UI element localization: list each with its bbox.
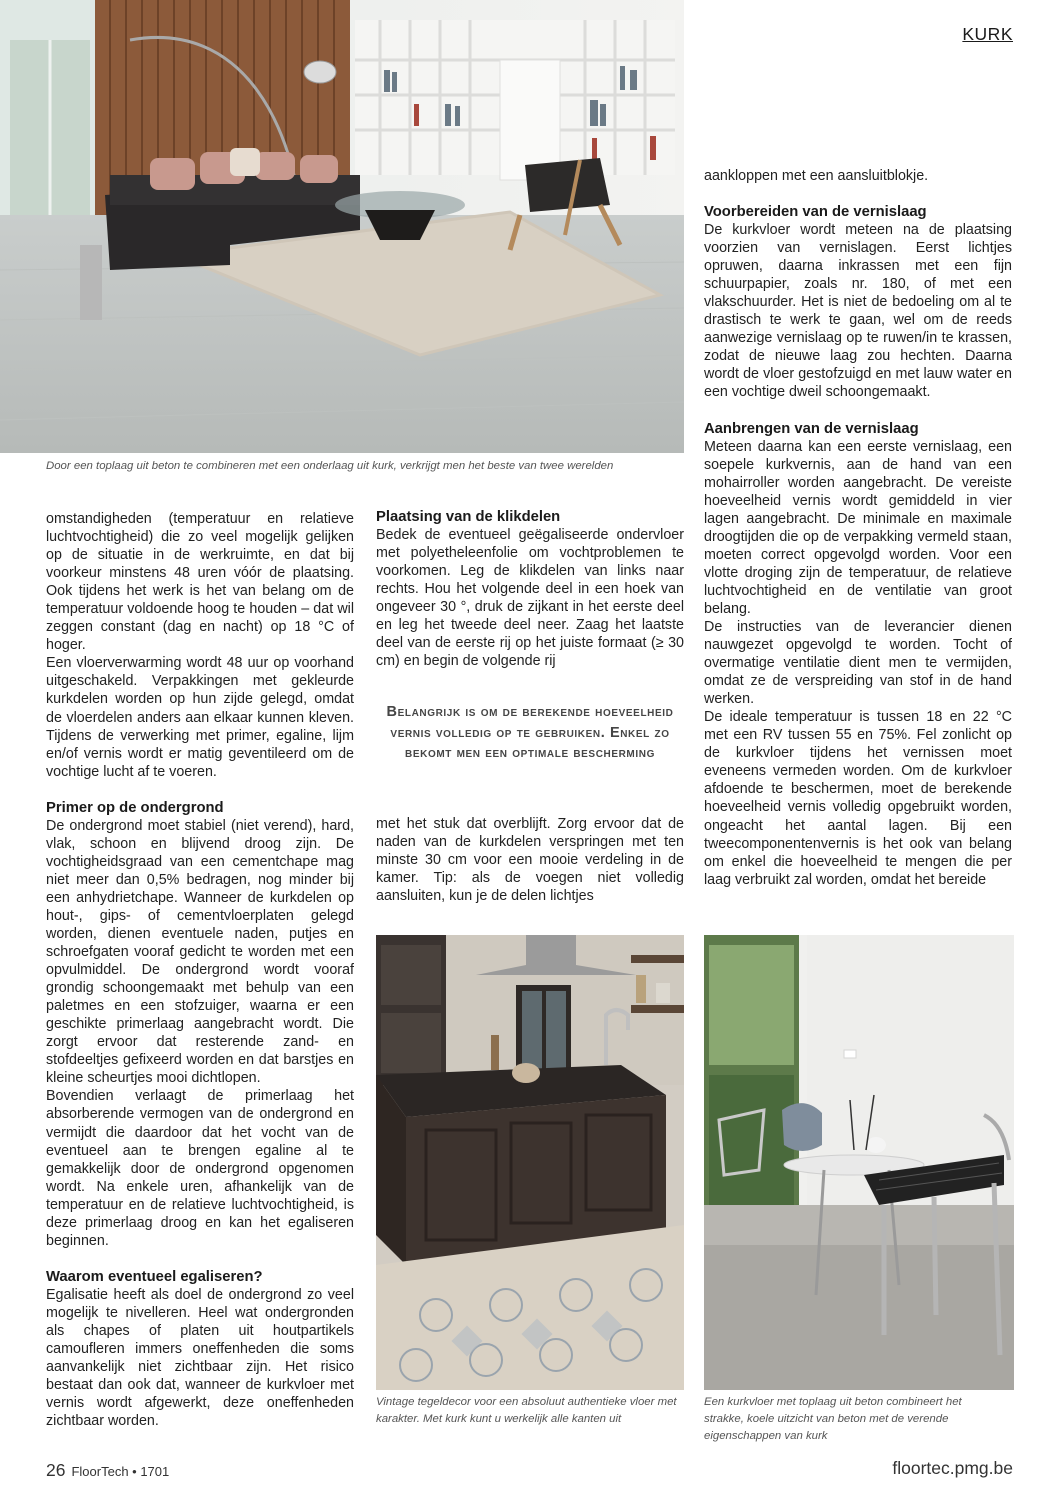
- kitchen-photo: [376, 935, 684, 1390]
- chair-photo: [704, 935, 1014, 1390]
- kitchen-photo-caption: Vintage tegeldecor voor een absoluut authentieke vloer met karakter. Met kurk kunt u werkelijk alle kanten uit: [376, 1396, 677, 1425]
- col3-paragraph-4: De ideale temperatuur is tussen 18 en 22 °C met een RV tussen 55 en 75%. Fel zonlicht op de kurkvloer tijdens het vernissen moet eveneens vermeden worden. Om de kurkvloer afdoende te beschermen, moet de berekende hoeveelheid vernis volledig opgebruikt worden, ongeacht het aantal lagen. Bij een tweecomponentenvernis is het ook van belang om enkel die hoeveelheid te mengen die per laag verbruikt zal worden, omdat het bereide: [704, 709, 1012, 888]
- column-2-bottom: [376, 815, 684, 905]
- col2-paragraph-2: met het stuk dat overblijft. Zorg ervoor dat de naden van de kurkdelen verspringen met ten minste 30 cm voor een mooie verdeling in de kamer. Tip: als de voegen niet volledig aansluiten, kun je de delen lichtjes: [376, 816, 684, 905]
- heading-primer: Primer op de ondergrond: [46, 799, 224, 816]
- col2-paragraph-1: Bedek de eventueel geëgaliseerde ondervloer met polyetheleenfolie om vochtproblemen te voorkomen. Leg de klikdelen van links naar rechts. Hou het volgende deel in een hoek van ongeveer 30 °, druk de zijkant in het eerste deel en leg het tweede deel neer. Zaag het laatste deel van de eerste rij op het juiste formaat (≥ 30 cm) en begin de volgende rij: [376, 527, 684, 670]
- living-room-photo: [0, 0, 684, 453]
- column-3: [704, 167, 1012, 889]
- chair-photo-caption: Een kurkvloer met toplaag uit beton combineert het strakke, koele uitzicht van beton met de verende eigenschappen van kurk: [704, 1396, 962, 1442]
- col3-paragraph-0: aankloppen met een aansluitblokje.: [704, 168, 929, 184]
- column-2-top: [376, 508, 684, 670]
- col1-paragraph-5: Egalisatie heeft als doel de ondergrond zo veel mogelijk te nivelleren. Heel wat ondergronden als chapes of platen uit houtpartikels camoufleren immers oneffenheden die soms aanvankelijk niet zichtbaar zijn. Het risico bestaat dan ook dat, wanneer de kurkvloer met vernis wordt afgewerkt, deze oneffenheden zichtbaar worden.: [46, 1286, 354, 1430]
- col3-paragraph-3: De instructies van de leverancier dienen nauwgezet opgevolgd te worden. Tocht of overmatige ventilatie dient men te vermijden, omdat ze de verspreiding van stof in de hand werken.: [704, 618, 1012, 708]
- footer-url: floortec.pmg.be: [892, 1458, 1013, 1478]
- col1-paragraph-2: Een vloerverwarming wordt 48 uur op voorhand uitgeschakeld. Verpakkingen met gekleurde kurkdelen worden op hun zijde gelegd, omdat de vloerdelen anders aan elkaar kunnen kleven. Tijdens de verwerking met primer, egaline, lijm en/of vernis wordt er matig geventileerd om de vochtige lucht af te voeren.: [46, 655, 354, 780]
- heading-aanbrengen: Aanbrengen van de vernislaag: [704, 420, 919, 437]
- col1-paragraph-4: Bovendien verlaagt de primerlaag het absorberende vermogen van de ondergrond en vermijdt die daardoor dat het vocht van de eventueel aan te brengen egaline al te gemakkelijk door de ondergrond opgenomen wordt. Na enkele uren, afhankelijk van de temperatuur en de relatieve luchtvochtigheid, is deze primerlaag droog en kan het egaliseren beginnen.: [46, 1088, 354, 1249]
- page-number: 26: [46, 1460, 66, 1480]
- magazine-issue: FloorTech • 1701: [71, 1464, 170, 1479]
- heading-voorbereiden: Voorbereiden van de vernislaag: [704, 204, 927, 221]
- heading-egaliseren: Waarom eventueel egaliseren?: [46, 1268, 263, 1285]
- column-1: [46, 510, 354, 1430]
- col3-paragraph-2: Meteen daarna kan een eerste vernislaag, een soepele kurkvernis, aan de hand van een mohairroller worden aangebracht. De vereiste hoeveelheid vernis wordt gemiddeld in vier lagen aangebracht. De minimale en maximale droogtijden die op de verpakking vermeld staan, moeten correct opgevolgd worden. Voor een vlotte droging zijn de temperatuur, de relatieve luchtvochtigheid en de ventilatie van groot belang.: [704, 438, 1012, 617]
- col1-paragraph-3: De ondergrond moet stabiel (niet verend), hard, vlak, schoon en blijvend droog zijn. De vochtigheidsgraad van een cementchape mag niet meer dan 0,5% bedragen, nog minder bij een anhydrietchape. Wanneer de kurkdelen op hout-, gips- of cementvloerplaten gelegd worden, dienen eventuele naden, putjes en schroefgaten vooraf gedicht te worden met een opvulmiddel. De ondergrond wordt vooraf grondig schoongemaakt met behulp van een paletmes en een stofzuiger, waarna er een geschikte primerlaag aangebracht wordt. Die zorgt ervoor dat resterende zand- en stofdeeltjes gefixeerd worden en dat barstjes en kleine scheurtjes mooi dichtlopen.: [46, 817, 354, 1087]
- col3-paragraph-1: De kurkvloer wordt meteen na de plaatsing voorzien van vernislagen. Eerst lichtjes opruwen, daarna inkrassen met een fijn schuurpapier, zoals nr. 180, of met een vlakschuurder. Het is niet de bedoeling om al te drastisch te werk te gaan, wel om de reeds aanwezige vernislaag op te ruwen/in te krassen, zodat de nieuwe laag zou hechten. Daarna wordt de vloer gestofzuigd en met lauw water en een vochtige dweil schoongemaakt.: [704, 222, 1012, 401]
- pull-quote: Belangrijk is om de berekende hoeveelheid vernis volledig op te gebruiken. Enkel zo bekomt men een optimale bescherming: [386, 704, 674, 761]
- section-label: KURK: [962, 24, 1013, 44]
- heading-klikdelen: Plaatsing van de klikdelen: [376, 509, 561, 525]
- col1-paragraph-1: omstandigheden (temperatuur en relatieve luchtvochtigheid) die zo veel mogelijk gelijken op de situatie in de werkruimte, en dat bij voorkeur minstens 48 uren vóór de plaatsing. Ook tijdens het werk is het van belang om de temperatuur voldoende hoog te houden – dat wil zeggen constant (dag en nacht) op 18 °C of hoger.: [46, 511, 354, 654]
- footer-left: [46, 1460, 169, 1481]
- top-photo-caption: Door een toplaag uit beton te combineren met een onderlaag uit kurk, verkrijgt men het beste van twee werelden: [46, 460, 614, 472]
